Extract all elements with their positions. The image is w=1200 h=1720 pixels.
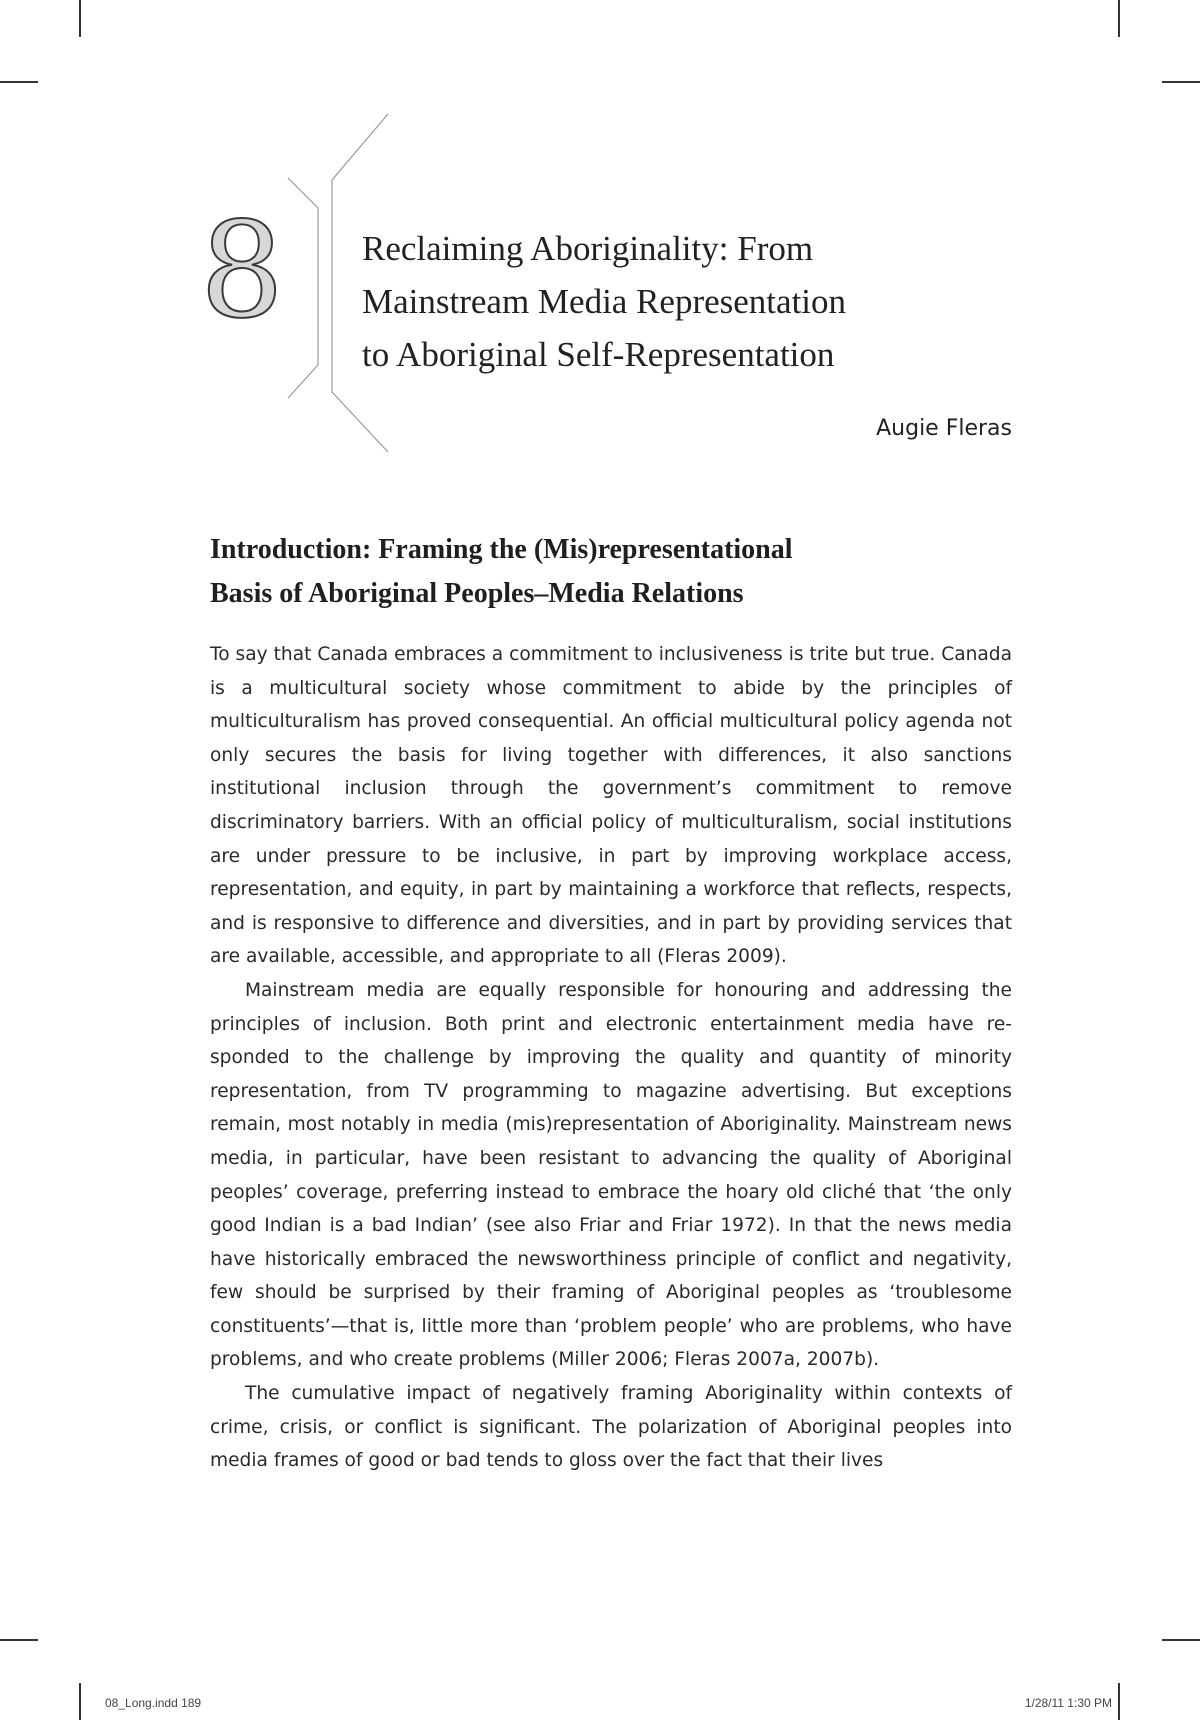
crop-mark-top-right [1118, 0, 1120, 37]
chapter-number: 8 [200, 194, 284, 348]
crop-mark-bottom-left [79, 1683, 81, 1720]
slug-timestamp: 1/28/11 1:30 PM [1024, 1696, 1112, 1710]
crop-mark-right-bottom [1162, 1639, 1200, 1641]
paragraph-3: The cumulative impact of negatively framing Aboriginality within contexts of crime, crisis, or conflict is significant. The polarization of Aboriginal peoples into media frames of good or bad tends to gloss over the fact that their lives [210, 1383, 1012, 1472]
section-heading-line-2: Basis of Aboriginal Peoples–Media Relations [210, 578, 744, 609]
chapter-title [362, 222, 922, 381]
crop-mark-top-left [79, 0, 81, 37]
chapter-author: Augie Fleras [876, 416, 1012, 441]
chapter-title-line-3: to Aboriginal Self-Representation [362, 335, 835, 374]
chapter-title-line-1: Reclaiming Aboriginality: From [362, 229, 814, 268]
body-text [210, 638, 1012, 1478]
section-heading-line-1: Introduction: Framing the (Mis)representational [210, 534, 793, 565]
slug-file-info: 08_Long.indd 189 [105, 1696, 202, 1710]
crop-mark-right-top [1162, 81, 1200, 83]
chapter-title-line-2: Mainstream Media Representation [362, 282, 847, 321]
section-heading [210, 528, 1030, 616]
crop-mark-left-bottom [0, 1639, 38, 1641]
paragraph-2: Mainstream media are equally responsible for honouring and addressing the principles of inclusion. Both print and electronic entertainment media have responded to the challenge by improving the quality and quantity of minority representation, from TV programming to magazine advertising. But exceptions remain, most notably in media (mis)representation of Aboriginality. Mainstream news media, in particular, have been resistant to advancing the quality of Aboriginal peoples’ coverage, preferring instead to embrace the hoary old cliché that ‘the only good Indian is a bad Indian’ (see also Friar and Friar 1972). In that the news media have historically embraced the newsworthiness principle of conflict and negativity, few should be surprised by their framing of Aboriginal peoples as ‘troublesome constituents’—that is, little more than ‘problem people’ who are problems, who have problems, and who create problems (Miller 2006; Fleras 2007a, 2007b). [210, 979, 1012, 1371]
crop-mark-bottom-right [1118, 1683, 1120, 1720]
crop-mark-left-top [0, 81, 38, 83]
paragraph-1: To say that Canada embraces a commitment to inclusiveness is trite but true. Canada is a multicultural society whose commitment to abide by the principles of multiculturalism has proved consequential. An official multicultural policy agenda not only secures the basis for living together with differences, it also sanctions institutional inclusion through the government’s commitment to remove discriminatory barriers. With an official policy of multiculturalism, social institutions are under pressure to be inclusive, in part by improving workplace access, representation, and equity, in part by maintaining a workforce that reflects, respects, and is responsive to difference and diversities, and in part by providing services that are available, accessible, and appropriate to all (Fleras 2009). [210, 644, 1012, 968]
